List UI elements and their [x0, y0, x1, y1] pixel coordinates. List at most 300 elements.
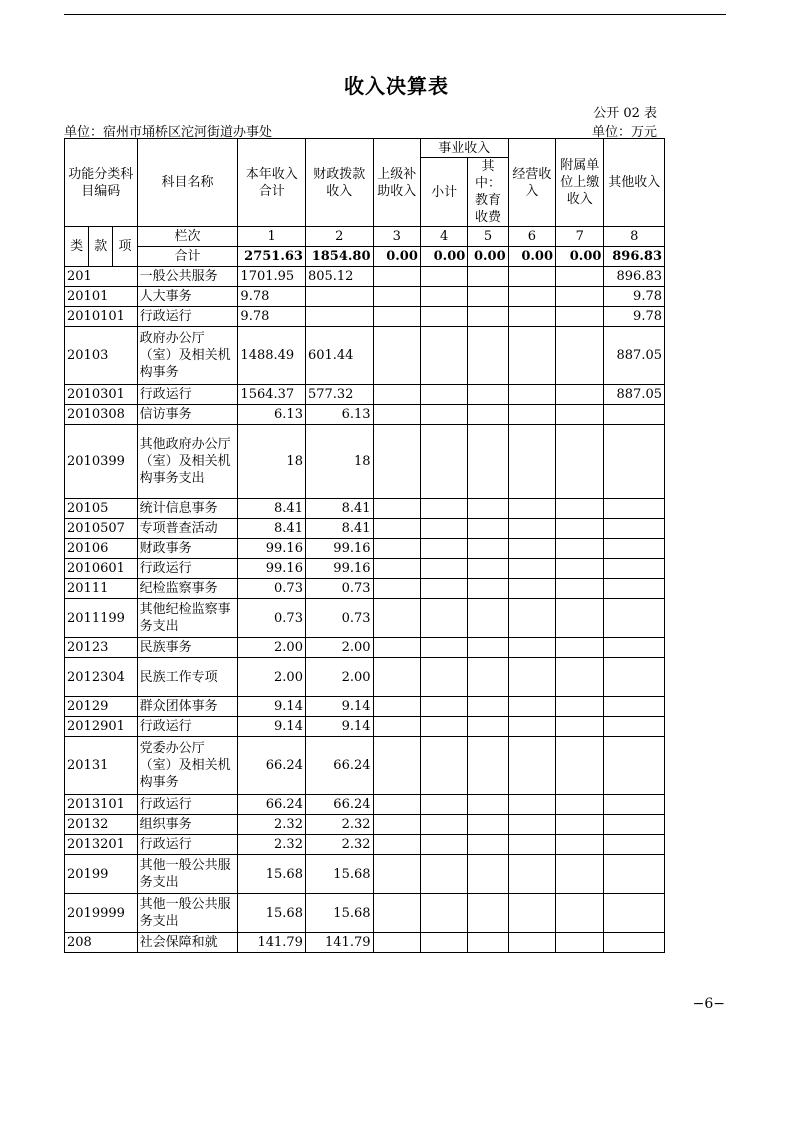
row-name: 信访事务 — [137, 405, 238, 425]
row-empty-cell — [373, 737, 420, 795]
table-row — [65, 267, 665, 287]
row-empty-cell — [556, 519, 604, 539]
row-empty-cell — [508, 855, 555, 894]
row-code: 20103 — [65, 327, 138, 385]
table-row — [65, 835, 665, 855]
row-empty-cell — [468, 579, 508, 599]
row-empty-cell — [468, 815, 508, 835]
row-fiscal: 805.12 — [305, 267, 373, 287]
row-total: 9.14 — [238, 717, 306, 737]
row-empty-cell — [420, 835, 467, 855]
header-business: 事业收入 — [420, 139, 508, 158]
row-empty-cell — [373, 267, 420, 287]
row-fiscal: 0.73 — [305, 599, 373, 638]
row-empty-cell — [373, 327, 420, 385]
row-code: 2010507 — [65, 519, 138, 539]
row-name: 政府办公厅（室）及相关机构事务 — [137, 327, 238, 385]
row-code: 2010101 — [65, 307, 138, 327]
row-fiscal — [305, 287, 373, 307]
row-name: 其他政府办公厅（室）及相关机构事务支出 — [137, 425, 238, 499]
row-code: 20132 — [65, 815, 138, 835]
col-num: 6 — [508, 227, 555, 247]
row-total: 1488.49 — [238, 327, 306, 385]
row-other: 9.78 — [604, 287, 665, 307]
row-fiscal: 6.13 — [305, 405, 373, 425]
row-total: 8.41 — [238, 499, 306, 519]
table-row — [65, 405, 665, 425]
row-name: 专项普查活动 — [137, 519, 238, 539]
header-lei: 类 — [65, 227, 89, 267]
row-name: 组织事务 — [137, 815, 238, 835]
row-empty-cell — [556, 717, 604, 737]
row-empty-cell — [373, 425, 420, 499]
row-total: 6.13 — [238, 405, 306, 425]
header-total: 本年收入合计 — [238, 139, 306, 227]
row-fiscal: 2.32 — [305, 815, 373, 835]
row-name: 其他一般公共服务支出 — [137, 894, 238, 933]
table-row — [65, 658, 665, 697]
table-row — [65, 638, 665, 658]
row-code: 2011199 — [65, 599, 138, 638]
col-num: 3 — [373, 227, 420, 247]
row-name: 其他一般公共服务支出 — [137, 855, 238, 894]
row-empty-cell — [508, 579, 555, 599]
row-code: 2012304 — [65, 658, 138, 697]
table-row — [65, 737, 665, 795]
table-row — [65, 307, 665, 327]
table-row — [65, 327, 665, 385]
row-empty-cell — [468, 835, 508, 855]
row-fiscal: 0.73 — [305, 579, 373, 599]
row-empty-cell — [556, 425, 604, 499]
row-empty-cell — [556, 405, 604, 425]
row-code: 2013101 — [65, 795, 138, 815]
row-empty-cell — [508, 267, 555, 287]
sum-value: 0.00 — [508, 247, 555, 267]
row-empty-cell — [373, 855, 420, 894]
row-empty-cell — [556, 599, 604, 638]
sum-value: 0.00 — [373, 247, 420, 267]
row-name: 民族事务 — [137, 638, 238, 658]
table-row — [65, 287, 665, 307]
row-total: 2.00 — [238, 658, 306, 697]
header-lanci: 栏次 — [137, 227, 238, 247]
row-empty-cell — [468, 697, 508, 717]
row-other — [604, 658, 665, 697]
row-empty-cell — [556, 933, 604, 953]
table-row — [65, 539, 665, 559]
row-empty-cell — [468, 559, 508, 579]
row-total: 99.16 — [238, 559, 306, 579]
row-total: 15.68 — [238, 855, 306, 894]
row-other — [604, 717, 665, 737]
row-code: 20105 — [65, 499, 138, 519]
row-fiscal: 2.00 — [305, 658, 373, 697]
row-code: 2010308 — [65, 405, 138, 425]
row-other: 887.05 — [604, 385, 665, 405]
row-total: 9.78 — [238, 307, 306, 327]
row-code: 20199 — [65, 855, 138, 894]
table-row — [65, 385, 665, 405]
row-empty-cell — [508, 287, 555, 307]
header-affiliate: 附属单位上缴收入 — [556, 139, 604, 227]
row-empty-cell — [468, 795, 508, 815]
row-empty-cell — [468, 894, 508, 933]
row-name: 行政运行 — [137, 307, 238, 327]
row-other — [604, 697, 665, 717]
row-empty-cell — [508, 894, 555, 933]
row-fiscal — [305, 307, 373, 327]
row-total: 2.32 — [238, 835, 306, 855]
row-empty-cell — [508, 795, 555, 815]
row-empty-cell — [373, 697, 420, 717]
row-other: 896.83 — [604, 267, 665, 287]
row-name: 行政运行 — [137, 559, 238, 579]
table-row — [65, 519, 665, 539]
table-row — [65, 599, 665, 638]
row-fiscal: 15.68 — [305, 894, 373, 933]
row-empty-cell — [556, 795, 604, 815]
row-empty-cell — [468, 737, 508, 795]
row-empty-cell — [508, 385, 555, 405]
row-empty-cell — [556, 835, 604, 855]
row-code: 20106 — [65, 539, 138, 559]
row-empty-cell — [420, 267, 467, 287]
row-fiscal: 141.79 — [305, 933, 373, 953]
row-empty-cell — [508, 717, 555, 737]
row-empty-cell — [468, 385, 508, 405]
row-empty-cell — [468, 539, 508, 559]
row-empty-cell — [420, 599, 467, 638]
col-num: 1 — [238, 227, 306, 247]
row-empty-cell — [508, 638, 555, 658]
header-xiang: 项 — [113, 227, 137, 267]
row-other — [604, 815, 665, 835]
row-empty-cell — [420, 539, 467, 559]
table-row — [65, 855, 665, 894]
row-name: 统计信息事务 — [137, 499, 238, 519]
income-statement-table — [64, 138, 665, 953]
row-empty-cell — [373, 638, 420, 658]
row-empty-cell — [420, 287, 467, 307]
row-empty-cell — [420, 795, 467, 815]
row-empty-cell — [508, 697, 555, 717]
row-empty-cell — [420, 697, 467, 717]
sum-value: 1854.80 — [305, 247, 373, 267]
row-other — [604, 599, 665, 638]
table-row — [65, 697, 665, 717]
row-empty-cell — [508, 307, 555, 327]
row-empty-cell — [508, 559, 555, 579]
row-name: 民族工作专项 — [137, 658, 238, 697]
row-fiscal: 9.14 — [305, 697, 373, 717]
row-empty-cell — [468, 855, 508, 894]
sum-value: 0.00 — [556, 247, 604, 267]
sum-value: 2751.63 — [238, 247, 306, 267]
row-code: 2012901 — [65, 717, 138, 737]
col-num: 5 — [468, 227, 508, 247]
row-empty-cell — [373, 519, 420, 539]
row-other: 887.05 — [604, 327, 665, 385]
row-other — [604, 579, 665, 599]
row-empty-cell — [420, 499, 467, 519]
row-fiscal: 66.24 — [305, 795, 373, 815]
row-empty-cell — [468, 519, 508, 539]
form-number: 公开 02 表 — [593, 106, 657, 121]
header-subtotal: 小计 — [420, 158, 467, 227]
row-empty-cell — [420, 579, 467, 599]
row-code: 201 — [65, 267, 138, 287]
row-empty-cell — [508, 425, 555, 499]
table-row — [65, 579, 665, 599]
row-total: 0.73 — [238, 579, 306, 599]
row-other — [604, 795, 665, 815]
row-total: 2.32 — [238, 815, 306, 835]
row-empty-cell — [508, 737, 555, 795]
row-code: 20131 — [65, 737, 138, 795]
header-fiscal: 财政拨款收入 — [305, 139, 373, 227]
row-empty-cell — [508, 933, 555, 953]
row-name: 一般公共服务 — [137, 267, 238, 287]
row-name: 财政事务 — [137, 539, 238, 559]
row-empty-cell — [508, 405, 555, 425]
row-empty-cell — [468, 267, 508, 287]
table-row — [65, 933, 665, 953]
row-code: 2010601 — [65, 559, 138, 579]
table-row — [65, 425, 665, 499]
row-empty-cell — [420, 717, 467, 737]
row-empty-cell — [556, 737, 604, 795]
row-name: 行政运行 — [137, 385, 238, 405]
row-name: 社会保障和就 — [137, 933, 238, 953]
row-empty-cell — [556, 855, 604, 894]
row-other — [604, 894, 665, 933]
row-fiscal: 15.68 — [305, 855, 373, 894]
row-empty-cell — [420, 425, 467, 499]
row-empty-cell — [373, 717, 420, 737]
header-superior: 上级补助收入 — [373, 139, 420, 227]
row-empty-cell — [373, 894, 420, 933]
table-row — [65, 559, 665, 579]
row-empty-cell — [420, 815, 467, 835]
row-empty-cell — [420, 385, 467, 405]
row-other — [604, 737, 665, 795]
row-code: 20123 — [65, 638, 138, 658]
row-empty-cell — [373, 658, 420, 697]
row-other: 9.78 — [604, 307, 665, 327]
row-empty-cell — [468, 307, 508, 327]
row-empty-cell — [556, 658, 604, 697]
row-fiscal: 99.16 — [305, 539, 373, 559]
row-empty-cell — [420, 894, 467, 933]
header-operating: 经营收入 — [508, 139, 555, 227]
row-fiscal: 9.14 — [305, 717, 373, 737]
row-empty-cell — [556, 385, 604, 405]
row-empty-cell — [556, 894, 604, 933]
sum-label: 合计 — [137, 247, 238, 267]
row-empty-cell — [420, 307, 467, 327]
row-name: 群众团体事务 — [137, 697, 238, 717]
row-empty-cell — [373, 385, 420, 405]
row-empty-cell — [373, 405, 420, 425]
unit-organization: 单位：宿州市埇桥区沱河街道办事处 — [64, 125, 273, 140]
row-total: 15.68 — [238, 894, 306, 933]
row-other — [604, 519, 665, 539]
row-empty-cell — [420, 855, 467, 894]
row-total: 9.78 — [238, 287, 306, 307]
row-code: 20111 — [65, 579, 138, 599]
row-empty-cell — [556, 267, 604, 287]
row-empty-cell — [373, 933, 420, 953]
row-total: 8.41 — [238, 519, 306, 539]
row-empty-cell — [508, 658, 555, 697]
page-number: −6− — [692, 996, 725, 1012]
row-total: 66.24 — [238, 795, 306, 815]
row-total: 141.79 — [238, 933, 306, 953]
row-empty-cell — [420, 638, 467, 658]
row-empty-cell — [508, 539, 555, 559]
row-empty-cell — [420, 933, 467, 953]
row-empty-cell — [468, 717, 508, 737]
col-num: 2 — [305, 227, 373, 247]
row-fiscal: 601.44 — [305, 327, 373, 385]
row-empty-cell — [373, 539, 420, 559]
row-fiscal: 2.00 — [305, 638, 373, 658]
row-total: 1701.95 — [238, 267, 306, 287]
row-other — [604, 539, 665, 559]
row-fiscal: 2.32 — [305, 835, 373, 855]
row-name: 行政运行 — [137, 835, 238, 855]
row-empty-cell — [420, 405, 467, 425]
table-row — [65, 815, 665, 835]
row-code: 20129 — [65, 697, 138, 717]
row-total: 1564.37 — [238, 385, 306, 405]
row-total: 9.14 — [238, 697, 306, 717]
row-name: 其他纪检监察事务支出 — [137, 599, 238, 638]
row-other — [604, 855, 665, 894]
table-row — [65, 499, 665, 519]
row-empty-cell — [373, 307, 420, 327]
row-empty-cell — [420, 658, 467, 697]
row-other — [604, 559, 665, 579]
row-other — [604, 499, 665, 519]
table-row — [65, 717, 665, 737]
row-fiscal: 8.41 — [305, 499, 373, 519]
header-kuan: 款 — [89, 227, 113, 267]
row-empty-cell — [373, 795, 420, 815]
row-empty-cell — [508, 815, 555, 835]
row-empty-cell — [468, 425, 508, 499]
row-code: 2019999 — [65, 894, 138, 933]
page-title: 收入决算表 — [344, 74, 449, 98]
header-subject-name: 科目名称 — [137, 139, 238, 227]
row-fiscal: 66.24 — [305, 737, 373, 795]
row-empty-cell — [373, 499, 420, 519]
row-empty-cell — [468, 499, 508, 519]
row-name: 人大事务 — [137, 287, 238, 307]
col-num: 7 — [556, 227, 604, 247]
row-name: 纪检监察事务 — [137, 579, 238, 599]
row-empty-cell — [556, 287, 604, 307]
row-code: 2010301 — [65, 385, 138, 405]
row-empty-cell — [508, 835, 555, 855]
row-fiscal: 18 — [305, 425, 373, 499]
row-empty-cell — [468, 327, 508, 385]
row-empty-cell — [420, 327, 467, 385]
row-code: 20101 — [65, 287, 138, 307]
row-other — [604, 425, 665, 499]
row-empty-cell — [556, 697, 604, 717]
col-num: 4 — [420, 227, 467, 247]
row-empty-cell — [373, 579, 420, 599]
sum-value: 0.00 — [468, 247, 508, 267]
header-func-code: 功能分类科目编码 — [65, 139, 138, 227]
row-empty-cell — [508, 499, 555, 519]
table-row — [65, 894, 665, 933]
row-total: 99.16 — [238, 539, 306, 559]
row-total: 66.24 — [238, 737, 306, 795]
sum-value: 0.00 — [420, 247, 467, 267]
row-empty-cell — [508, 519, 555, 539]
row-empty-cell — [468, 287, 508, 307]
row-code: 2013201 — [65, 835, 138, 855]
row-empty-cell — [508, 327, 555, 385]
row-empty-cell — [556, 579, 604, 599]
row-total: 2.00 — [238, 638, 306, 658]
row-empty-cell — [373, 835, 420, 855]
row-empty-cell — [508, 599, 555, 638]
row-empty-cell — [556, 815, 604, 835]
row-empty-cell — [468, 599, 508, 638]
row-other — [604, 405, 665, 425]
row-other — [604, 835, 665, 855]
row-code: 208 — [65, 933, 138, 953]
row-fiscal: 8.41 — [305, 519, 373, 539]
row-fiscal: 577.32 — [305, 385, 373, 405]
col-num: 8 — [604, 227, 665, 247]
row-empty-cell — [373, 815, 420, 835]
row-total: 0.73 — [238, 599, 306, 638]
row-empty-cell — [556, 499, 604, 519]
row-empty-cell — [373, 287, 420, 307]
row-empty-cell — [373, 599, 420, 638]
row-empty-cell — [468, 405, 508, 425]
row-empty-cell — [420, 559, 467, 579]
row-empty-cell — [556, 559, 604, 579]
row-empty-cell — [420, 737, 467, 795]
row-empty-cell — [468, 638, 508, 658]
header-other: 其他收入 — [604, 139, 665, 227]
row-code: 2010399 — [65, 425, 138, 499]
row-name: 行政运行 — [137, 795, 238, 815]
row-empty-cell — [556, 638, 604, 658]
row-empty-cell — [468, 658, 508, 697]
row-other — [604, 933, 665, 953]
row-empty-cell — [420, 519, 467, 539]
row-other — [604, 638, 665, 658]
row-empty-cell — [373, 559, 420, 579]
top-rule — [64, 14, 726, 15]
unit-currency: 单位：万元 — [591, 125, 657, 140]
row-empty-cell — [556, 307, 604, 327]
table-row — [65, 795, 665, 815]
row-empty-cell — [468, 933, 508, 953]
row-total: 18 — [238, 425, 306, 499]
row-name: 行政运行 — [137, 717, 238, 737]
row-empty-cell — [556, 327, 604, 385]
row-empty-cell — [556, 539, 604, 559]
row-fiscal: 99.16 — [305, 559, 373, 579]
